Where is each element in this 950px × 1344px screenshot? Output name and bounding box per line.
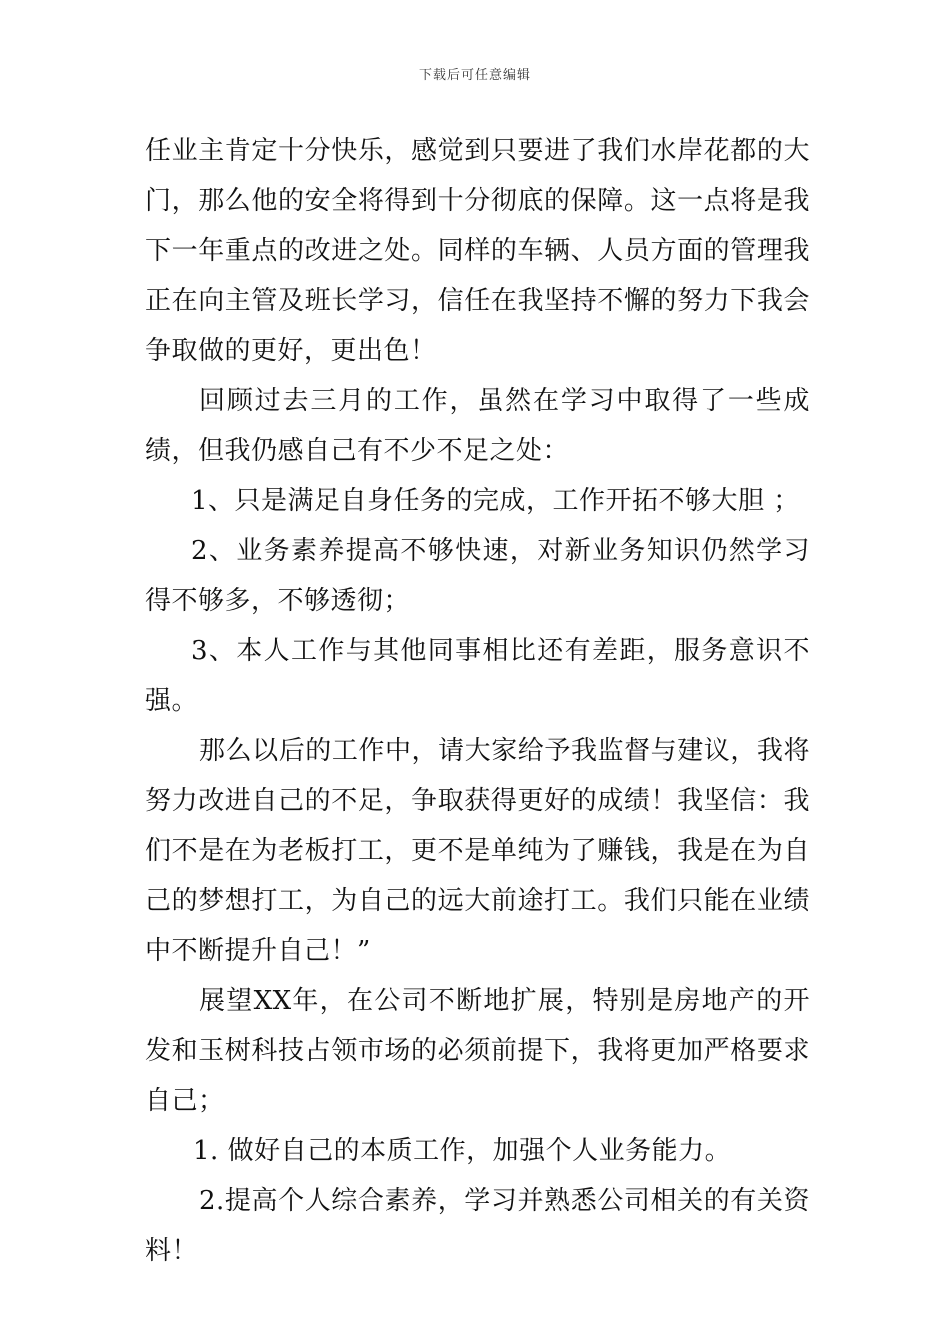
list-item-shortcoming-2: 2、业务素养提高不够快速，对新业务知识仍然学习得不够多，不够透彻；: [145, 536, 810, 616]
paragraph-review: 回顾过去三月的工作，虽然在学习中取得了一些成绩，但我仍感自己有不少不足之处：: [145, 386, 810, 466]
list-item-goal-1: 1. 做好自己的本质工作，加强个人业务能力。: [193, 1136, 732, 1166]
list-item-goal-2: 2.提高个人综合素养，学习并熟悉公司相关的有关资料！: [145, 1186, 810, 1266]
paragraph-continuation: 任业主肯定十分快乐，感觉到只要进了我们水岸花都的大门，那么他的安全将得到十分彻底的保障。这一点将是我下一年重点的改进之处。同样的车辆、人员方面的管理我正在向主管及班长学习，信任在我坚持不懈的努力下我会争取做的更好，更出色！: [145, 136, 810, 366]
list-item-shortcoming-1: 1、只是满足自身任务的完成，工作开拓不够大胆 ；: [191, 486, 800, 516]
document-body: [145, 126, 810, 1276]
list-item-shortcoming-3: 3、本人工作与其他同事相比还有差距，服务意识不强。: [145, 636, 810, 716]
paragraph-commitment: 那么以后的工作中，请大家给予我监督与建议，我将努力改进自己的不足，争取获得更好的成绩！我坚信：我们不是在为老板打工，更不是单纯为了赚钱，我是在为自己的梦想打工，为自己的远大前途打工。我们只能在业绩中不断提升自己！”: [145, 736, 810, 966]
paragraph-outlook: 展望XX年，在公司不断地扩展，特别是房地产的开发和玉树科技占领市场的必须前提下，我将更加严格要求自己；: [145, 986, 810, 1116]
page-header-note: 下载后可任意编辑: [418, 68, 531, 83]
